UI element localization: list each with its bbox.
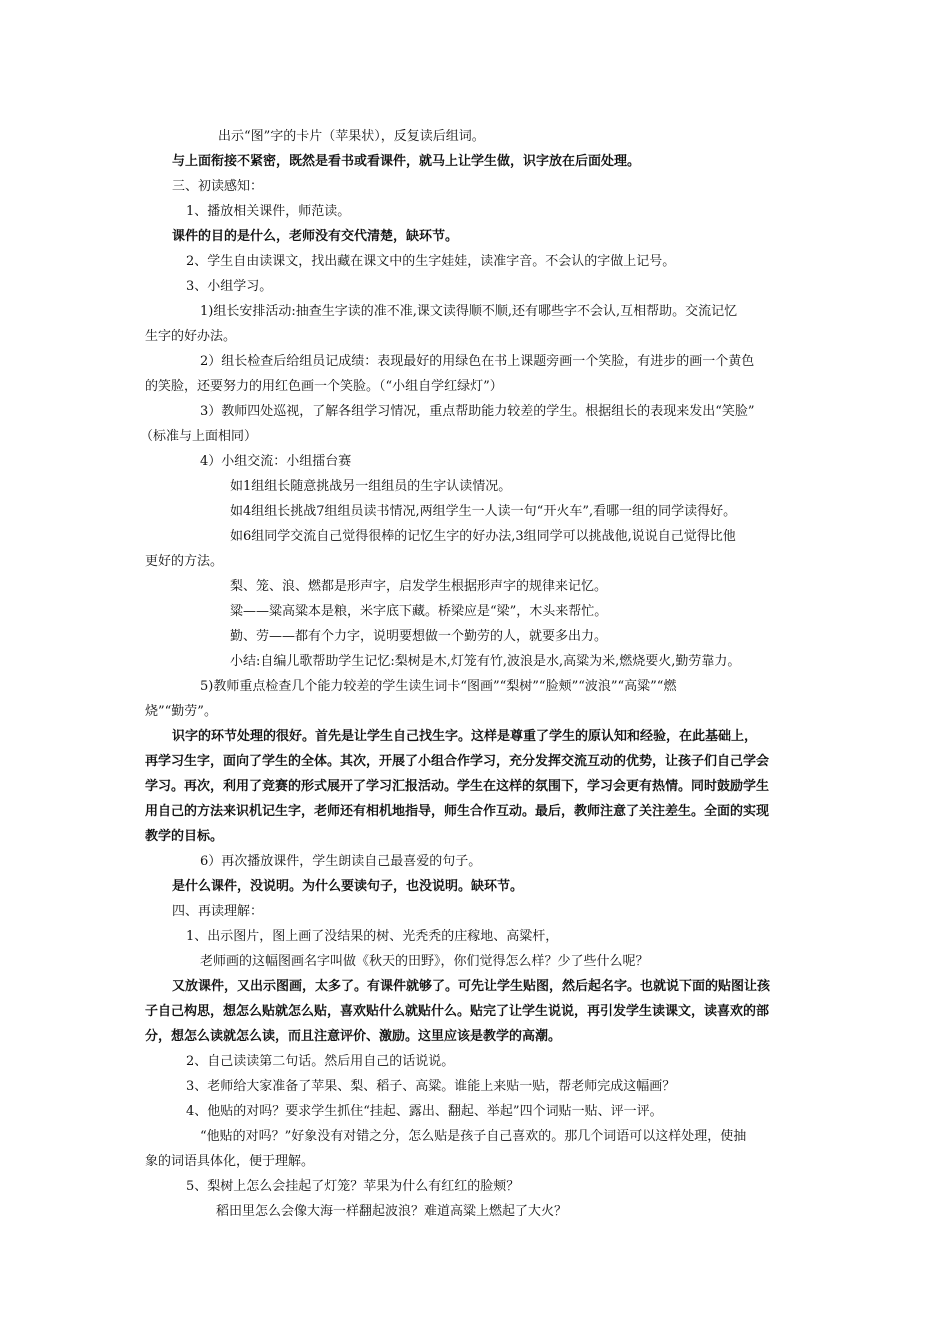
comment-line: 教学的目标。	[145, 829, 224, 844]
section-heading: 四、再读理解：	[172, 904, 264, 919]
text-line: 梨、笼、浪、燃都是形声字，启发学生根据形声字的规律来记忆。	[230, 579, 608, 594]
text-line: 如1组组长随意挑战另一组组员的生字认读情况。	[230, 479, 512, 494]
comment-line: 又放课件，又出示图画，太多了。有课件就够了。可先让学生贴图，然后起名字。也就说下面的贴图让孩	[172, 979, 771, 994]
text-line: 6）再次播放课件，学生朗读自己最喜爱的句子。	[200, 854, 482, 869]
comment-line: 与上面衔接不紧密，既然是看书或看课件，就马上让学生做，识字放在后面处理。	[172, 154, 641, 169]
text-line: 出示“图”字的卡片（苹果状），反复读后组词。	[218, 129, 485, 144]
comment-line: 用自己的方法来识机记生字，老师还有相机地指导，师生合作互动。最后，教师注意了关注差生。全面的实现	[145, 804, 770, 819]
text-line: 5、梨树上怎么会挂起了灯笼？苹果为什么有红红的脸颊？	[186, 1179, 520, 1194]
text-line: 2、自己读读第二句话。然后用自己的话说说。	[186, 1054, 455, 1069]
text-line: 1、播放相关课件，师范读。	[186, 204, 351, 219]
text-line: 如4组组长挑战7组组员读书情况,两组学生一人读一句“开火车”,看哪一组的同学读得好。	[230, 504, 737, 519]
text-line: 3、老师给大家准备了苹果、梨、稻子、高粱。谁能上来贴一贴，帮老师完成这幅画？	[186, 1079, 676, 1094]
text-line: 3）教师四处巡视，了解各组学习情况，重点帮助能力较差的学生。根据组长的表现来发出“笑脸”	[200, 404, 755, 419]
text-line: 1)组长安排活动:抽查生字读的准不准,课文读得顺不顺,还有哪些字不会认,互相帮助。交流记忆	[200, 304, 738, 319]
text-line: 小结:自编儿歌帮助学生记忆:梨树是木,灯笼有竹,波浪是水,高粱为米,燃烧要火,勤劳靠力。	[230, 654, 741, 669]
text-line: 1、出示图片，图上画了没结果的树、光秃秃的庄稼地、高粱杆，	[186, 929, 559, 944]
comment-line: 子自己构思，想怎么贴就怎么贴，喜欢贴什么就贴什么。贴完了让学生说说，再引发学生读课文，读喜欢的部	[145, 1004, 770, 1019]
section-heading: 三、初读感知：	[172, 179, 264, 194]
text-line: 4、他贴的对吗？要求学生抓住“挂起、露出、翻起、举起”四个词贴一贴、评一评。	[186, 1104, 663, 1119]
text-line: 更好的方法。	[145, 554, 224, 569]
text-line: 勤、劳——都有个力字，说明要想做一个勤劳的人，就要多出力。	[230, 629, 608, 644]
comment-line: 课件的目的是什么，老师没有交代清楚，缺环节。	[172, 229, 459, 244]
text-line: （标准与上面相同）	[140, 429, 258, 444]
comment-line: 学习。再次，利用了竞赛的形式展开了学习汇报活动。学生在这样的氛围下，学习会更有热情。同时鼓励学生	[145, 779, 770, 794]
text-line: 稻田里怎么会像大海一样翻起波浪？难道高粱上燃起了大火？	[216, 1204, 568, 1219]
text-line: 2、学生自由读课文，找出藏在课文中的生字娃娃，读准字音。不会认的字做上记号。	[186, 254, 676, 269]
text-line: 烧”“勤劳”。	[145, 704, 217, 719]
text-line: “他贴的对吗？”好象没有对错之分，怎么贴是孩子自己喜欢的。那几个词语可以这样处理，使抽	[200, 1129, 747, 1144]
text-line: 如6组同学交流自己觉得很棒的记忆生字的好办法,3组同学可以挑战他,说说自己觉得比他	[230, 529, 736, 544]
comment-line: 识字的环节处理的很好。首先是让学生自己找生字。这样是尊重了学生的原认知和经验，在此基础上，	[172, 729, 758, 744]
text-line: 象的词语具体化，便于理解。	[145, 1154, 315, 1169]
text-line: 3、小组学习。	[186, 279, 273, 294]
text-line: 2）组长检查后给组员记成绩：表现最好的用绿色在书上课题旁画一个笑脸，有进步的画一个黄色	[200, 354, 755, 369]
text-line: 生字的好办法。	[145, 329, 237, 344]
text-line: 4）小组交流：小组擂台赛	[200, 454, 352, 469]
comment-line: 分，想怎么读就怎么读，而且注意评价、激励。这里应该是教学的高潮。	[145, 1029, 562, 1044]
text-line: 的笑脸，还要努力的用红色画一个笑脸。（“小组自学红绿灯”）	[145, 379, 503, 394]
text-line: 5)教师重点检查几个能力较差的学生读生词卡“图画”“梨树”“脸颊”“波浪”“高粱”“燃	[200, 679, 677, 694]
text-line: 老师画的这幅图画名字叫做《秋天的田野》，你们觉得怎么样？少了些什么呢？	[200, 954, 649, 969]
comment-line: 再学习生字，面向了学生的全体。其次，开展了小组合作学习，充分发挥交流互动的优势，让孩子们自己学会	[145, 754, 770, 769]
comment-line: 是什么课件，没说明。为什么要读句子，也没说明。缺环节。	[172, 879, 524, 894]
text-line: 粱——粱高粱本是粮，米字底下藏。桥梁应是“梁”，木头来帮忙。	[230, 604, 608, 619]
